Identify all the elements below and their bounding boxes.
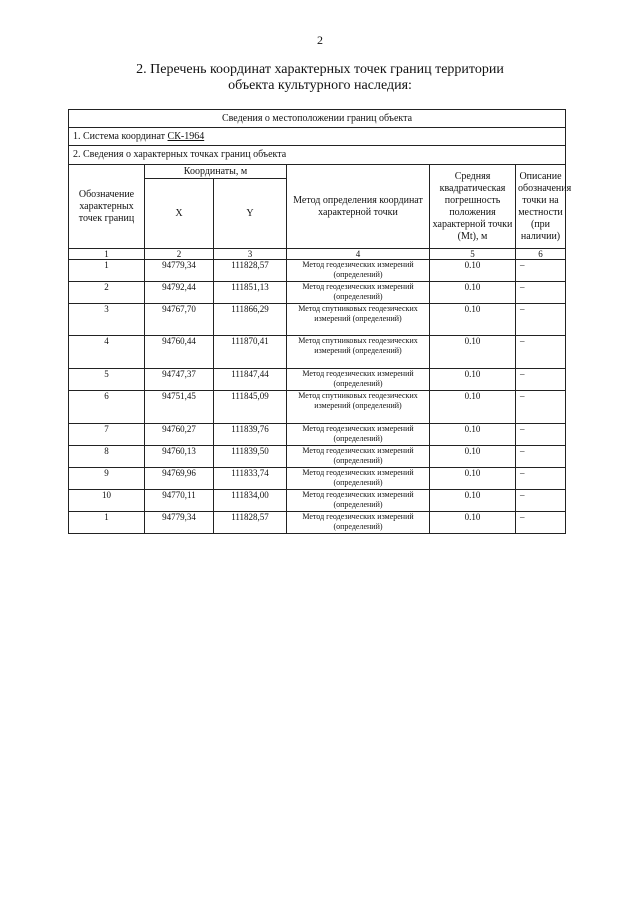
x-cell: 94769,96 xyxy=(145,468,214,490)
error-cell: 0.10 xyxy=(430,512,516,534)
method-cell: Метод спутниковых геодезических измерений (определений) xyxy=(287,391,430,424)
description-cell: – xyxy=(516,369,566,391)
column-number: 6 xyxy=(516,249,566,260)
points-header: 2. Сведения о характерных точках границ объекта xyxy=(69,146,566,165)
method-cell: Метод геодезических измерений (определений) xyxy=(287,512,430,534)
y-cell: 111828,57 xyxy=(214,512,287,534)
x-cell: 94779,34 xyxy=(145,512,214,534)
col-method-header: Метод определения координат характерной точки xyxy=(287,165,430,249)
page-number: 2 xyxy=(317,33,323,47)
point-cell: 1 xyxy=(69,260,145,282)
heading-line-1: 2. Перечень координат характерных точек границ территории xyxy=(136,62,504,77)
col-coords-header: Координаты, м xyxy=(145,165,287,179)
column-number: 4 xyxy=(287,249,430,260)
table-row xyxy=(69,304,566,336)
y-cell: 111834,00 xyxy=(214,490,287,512)
table-row xyxy=(69,490,566,512)
table-row xyxy=(69,369,566,391)
x-cell: 94779,34 xyxy=(145,260,214,282)
error-cell: 0.10 xyxy=(430,369,516,391)
description-cell: – xyxy=(516,512,566,534)
coordinate-system-row xyxy=(69,128,566,146)
table-row xyxy=(69,260,566,282)
method-cell: Метод геодезических измерений (определений) xyxy=(287,490,430,512)
col-error-header: Средняя квадратическая погрешность положения характерной точки (Mt), м xyxy=(430,165,516,249)
x-cell: 94747,37 xyxy=(145,369,214,391)
error-cell: 0.10 xyxy=(430,468,516,490)
table-row xyxy=(69,391,566,424)
point-cell: 6 xyxy=(69,391,145,424)
column-number: 1 xyxy=(69,249,145,260)
description-cell: – xyxy=(516,468,566,490)
table-row xyxy=(69,446,566,468)
column-numbers-row xyxy=(69,249,566,260)
method-cell: Метод геодезических измерений (определений) xyxy=(287,446,430,468)
coordinate-system-label: 1. Система координат xyxy=(73,130,166,142)
error-cell: 0.10 xyxy=(430,424,516,446)
table-row xyxy=(69,512,566,534)
y-cell: 111870,41 xyxy=(214,336,287,369)
x-cell: 94760,27 xyxy=(145,424,214,446)
method-cell: Метод спутниковых геодезических измерений (определений) xyxy=(287,336,430,369)
point-cell: 3 xyxy=(69,304,145,336)
y-cell: 111833,74 xyxy=(214,468,287,490)
table-row xyxy=(69,468,566,490)
description-cell: – xyxy=(516,282,566,304)
description-cell: – xyxy=(516,446,566,468)
coordinates-table xyxy=(68,109,572,534)
section-header: Сведения о местоположении границ объекта xyxy=(69,110,566,128)
col-description-header: Описание обозначения точки на местности (при наличии) xyxy=(516,165,566,249)
y-cell: 111866,29 xyxy=(214,304,287,336)
method-cell: Метод спутниковых геодезических измерений (определений) xyxy=(287,304,430,336)
description-cell: – xyxy=(516,424,566,446)
error-cell: 0.10 xyxy=(430,282,516,304)
error-cell: 0.10 xyxy=(430,336,516,369)
error-cell: 0.10 xyxy=(430,490,516,512)
description-cell: – xyxy=(516,304,566,336)
col-x-header: X xyxy=(145,179,214,249)
point-cell: 7 xyxy=(69,424,145,446)
y-cell: 111828,57 xyxy=(214,260,287,282)
column-number: 2 xyxy=(145,249,214,260)
point-cell: 1 xyxy=(69,512,145,534)
description-cell: – xyxy=(516,336,566,369)
coordinate-system-value: СК-1964 xyxy=(167,130,205,142)
document-heading xyxy=(0,62,640,94)
error-cell: 0.10 xyxy=(430,446,516,468)
x-cell: 94767,70 xyxy=(145,304,214,336)
error-cell: 0.10 xyxy=(430,391,516,424)
heading-line-2: объекта культурного наследия: xyxy=(228,78,412,93)
method-cell: Метод геодезических измерений (определений) xyxy=(287,424,430,446)
x-cell: 94760,44 xyxy=(145,336,214,369)
table-row xyxy=(69,282,566,304)
point-cell: 4 xyxy=(69,336,145,369)
col-y-header: Y xyxy=(214,179,287,249)
col-point-header: Обозначение характерных точек границ xyxy=(69,165,145,249)
x-cell: 94792,44 xyxy=(145,282,214,304)
point-cell: 2 xyxy=(69,282,145,304)
method-cell: Метод геодезических измерений (определений) xyxy=(287,468,430,490)
y-cell: 111851,13 xyxy=(214,282,287,304)
y-cell: 111847,44 xyxy=(214,369,287,391)
error-cell: 0.10 xyxy=(430,304,516,336)
column-number: 5 xyxy=(430,249,516,260)
x-cell: 94770,11 xyxy=(145,490,214,512)
point-cell: 8 xyxy=(69,446,145,468)
column-number: 3 xyxy=(214,249,287,260)
description-cell: – xyxy=(516,490,566,512)
method-cell: Метод геодезических измерений (определений) xyxy=(287,369,430,391)
x-cell: 94751,45 xyxy=(145,391,214,424)
point-cell: 10 xyxy=(69,490,145,512)
method-cell: Метод геодезических измерений (определений) xyxy=(287,282,430,304)
table-row xyxy=(69,336,566,369)
y-cell: 111839,76 xyxy=(214,424,287,446)
table-row xyxy=(69,424,566,446)
description-cell: – xyxy=(516,260,566,282)
method-cell: Метод геодезических измерений (определений) xyxy=(287,260,430,282)
description-cell: – xyxy=(516,391,566,424)
y-cell: 111845,09 xyxy=(214,391,287,424)
x-cell: 94760,13 xyxy=(145,446,214,468)
point-cell: 9 xyxy=(69,468,145,490)
error-cell: 0.10 xyxy=(430,260,516,282)
point-cell: 5 xyxy=(69,369,145,391)
y-cell: 111839,50 xyxy=(214,446,287,468)
